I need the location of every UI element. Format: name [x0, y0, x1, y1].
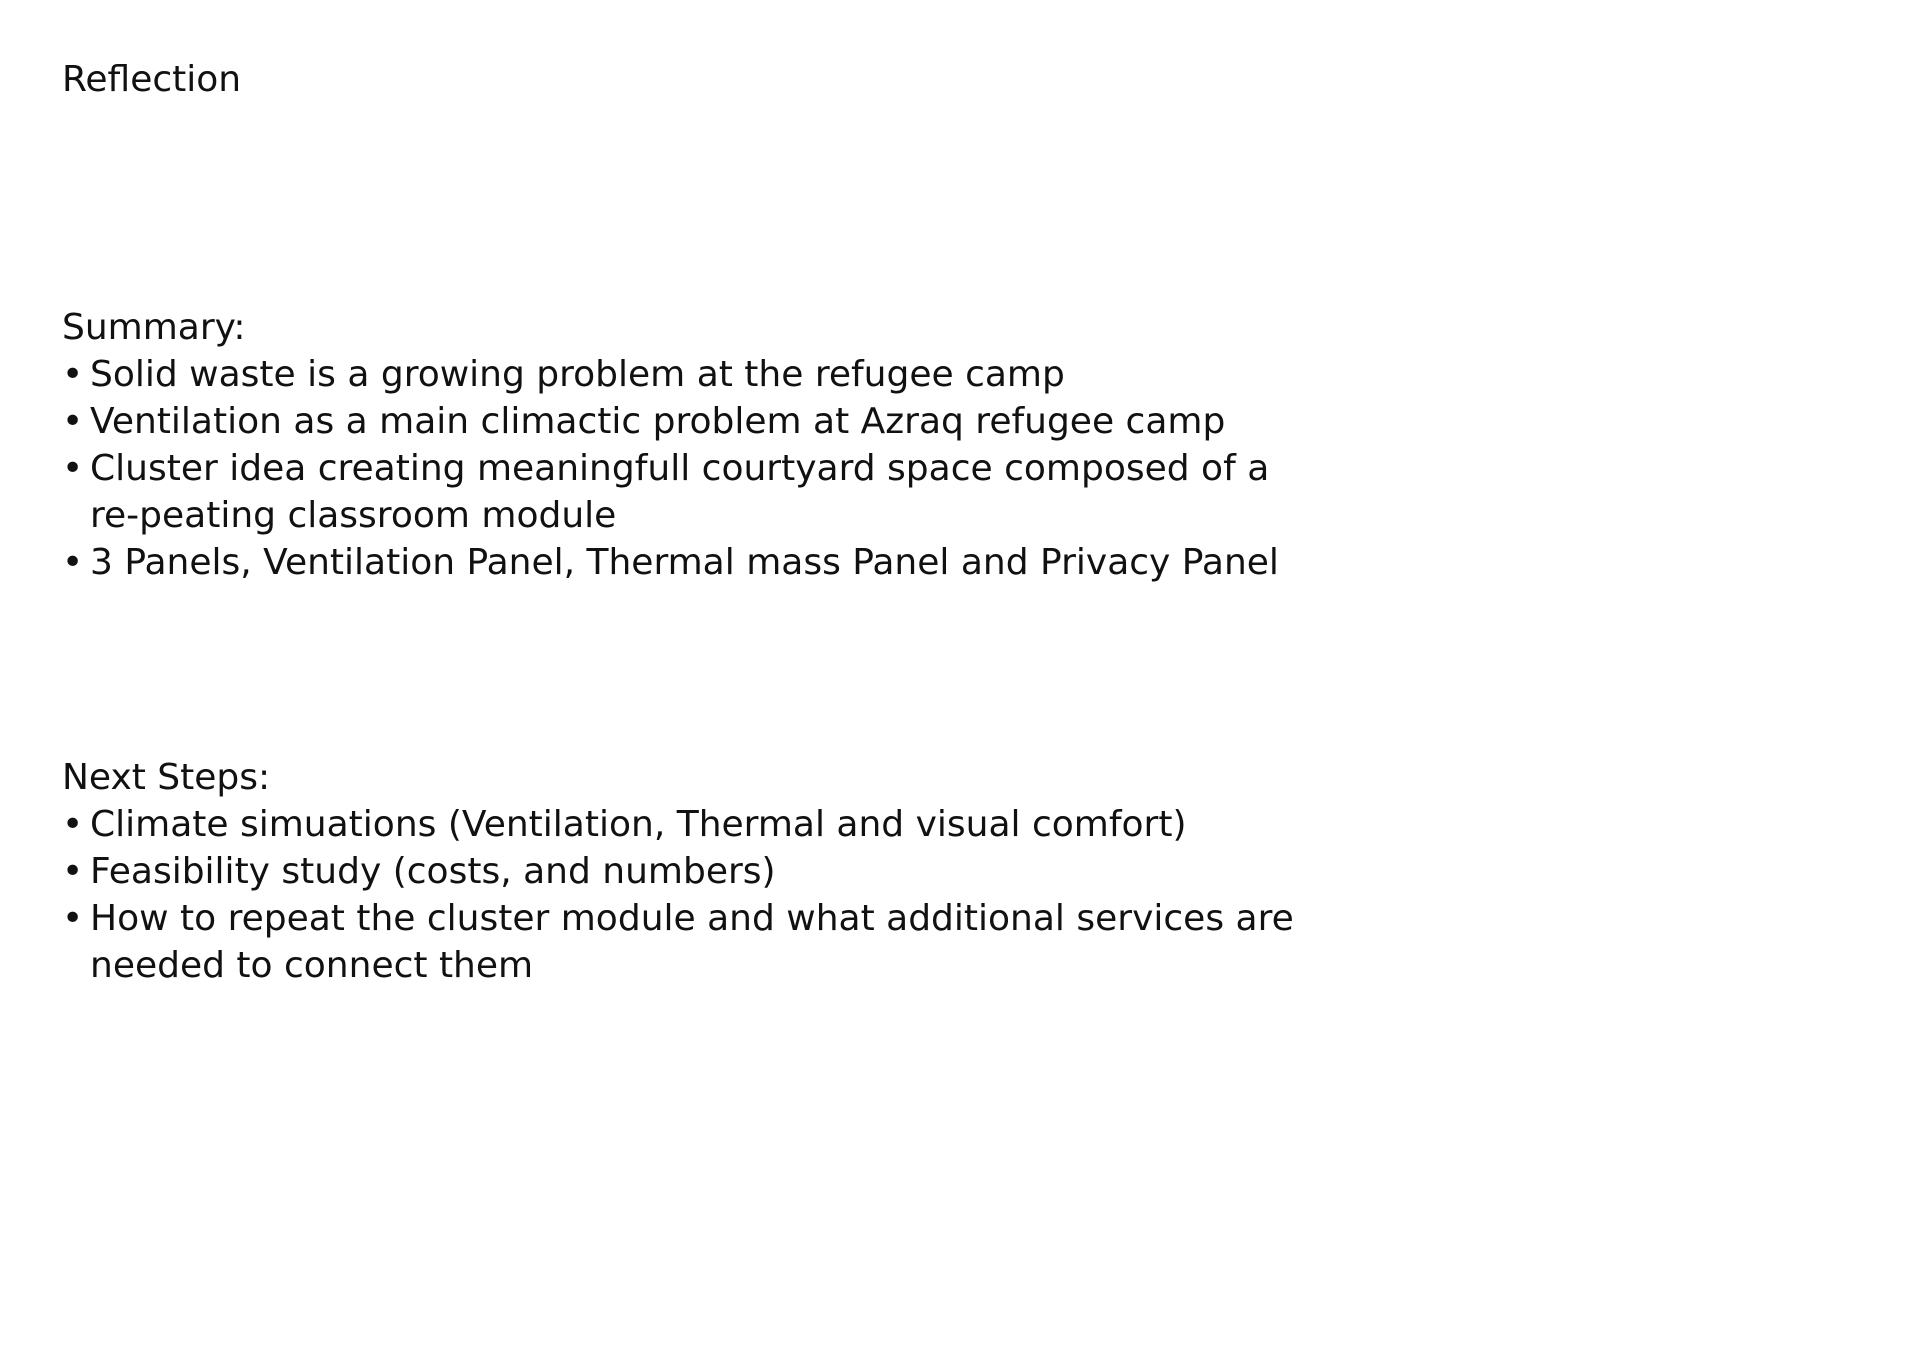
list-item: • 3 Panels, Ventilation Panel, Thermal mass Panel and Privacy Panel — [62, 539, 1312, 586]
list-item: • How to repeat the cluster module and what additional services are needed to connect them — [62, 895, 1312, 989]
summary-section — [62, 304, 1312, 586]
list-item: • Climate simuations (Ventilation, Thermal and visual comfort) — [62, 801, 1312, 848]
next-steps-section — [62, 754, 1312, 989]
list-item: • Cluster idea creating meaningfull courtyard space composed of a re-peating classroom module — [62, 445, 1312, 539]
next-steps-heading: Next Steps: — [62, 757, 271, 798]
list-item: • Ventilation as a main climactic problem at Azraq refugee camp — [62, 398, 1312, 445]
list-item: • Feasibility study (costs, and numbers) — [62, 848, 1312, 895]
page-title: Reflection — [62, 59, 242, 100]
list-item: • Solid waste is a growing problem at the refugee camp — [62, 351, 1312, 398]
summary-list — [62, 351, 1312, 586]
next-steps-list — [62, 801, 1312, 989]
summary-heading: Summary: — [62, 307, 246, 348]
